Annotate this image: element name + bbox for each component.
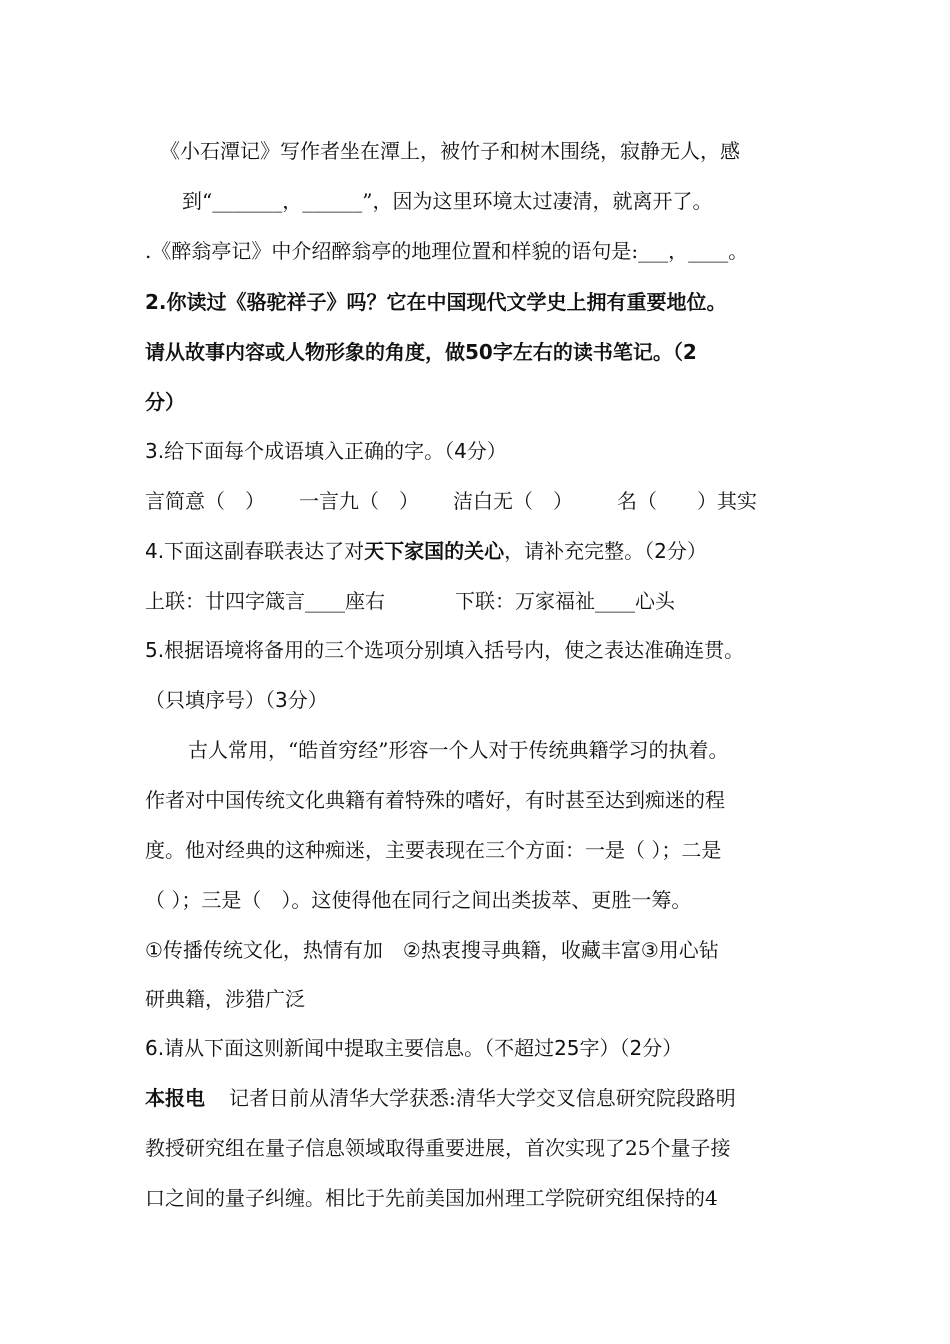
passage-line-3: 度。他对经典的这种痴迷，主要表现在三个方面：一是（ ）；二是 (145, 838, 722, 862)
news-line-2: 教授研究组在量子信息领域取得重要进展，首次实现了25个量子接 (145, 1136, 731, 1160)
idiom-row (145, 487, 825, 515)
question-6-title: 6.请从下面这则新闻中提取主要信息。（不超过25字）（2分） (145, 1036, 683, 1060)
news-line-1-text: 记者日前从清华大学获悉:清华大学交叉信息研究院段路明 (229, 1086, 736, 1110)
couplet-row (145, 587, 825, 615)
question-2-line-1: 2.你读过《骆驼祥子》吗？它在中国现代文学史上拥有重要地位。 (145, 290, 727, 314)
couplet-upper: 上联：廿四字箴言____座右 (145, 589, 385, 613)
question-4-prefix: 4.下面这副春联表达了对 (145, 539, 365, 563)
options-line-1: ①传播传统文化，热情有加 ②热衷搜寻典籍，收藏丰富③用心钻 (145, 938, 719, 962)
text-line-xiaoshitan-blank: 到“_______，______”，因为这里环境太过凄清，就离开了。 (182, 189, 713, 213)
question-4-bold: 天下家国的关心 (364, 539, 505, 563)
text-line-zuiwengting: .《醉翁亭记》中介绍醉翁亭的地理位置和样貌的语句是:___，____。 (145, 239, 749, 263)
idiom-item-1: 言简意（ ） (145, 489, 265, 513)
text-line-xiaoshitan: 《小石潭记》写作者坐在潭上，被竹子和树木围绕，寂静无人，感 (160, 139, 740, 163)
question-3-title: 3.给下面每个成语填入正确的字。（4分） (145, 439, 507, 463)
question-2-line-3: 分） (145, 390, 185, 414)
question-5-title: 5.根据语境将备用的三个选项分别填入括号内，使之表达准确连贯。 (145, 638, 745, 662)
passage-line-2: 作者对中国传统文化典籍有着特殊的嗜好，有时甚至达到痴迷的程 (145, 788, 725, 812)
question-4-suffix: ，请补充完整。（2分） (504, 539, 707, 563)
passage-line-1: 古人常用，“皓首穷经”形容一个人对于传统典籍学习的执着。 (188, 738, 729, 762)
question-5-note: （只填序号）（3分） (145, 688, 328, 712)
couplet-lower: 下联：万家福祉____心头 (455, 589, 675, 613)
options-line-2: 研典籍，涉猎广泛 (145, 987, 305, 1011)
question-4-title (145, 537, 825, 565)
news-line-1 (145, 1084, 825, 1112)
idiom-item-4: 名（ ）其实 (617, 489, 757, 513)
question-2-line-2: 请从故事内容或人物形象的角度，做50字左右的读书笔记。（2 (145, 340, 697, 364)
news-source: 本报电 (145, 1086, 205, 1110)
idiom-item-2: 一言九（ ） (299, 489, 419, 513)
passage-line-4: （ ）；三是（ ）。这使得他在同行之间出类拔萃、更胜一筹。 (145, 888, 692, 912)
idiom-item-3: 洁白无（ ） (453, 489, 573, 513)
news-line-3: 口之间的量子纠缠。相比于先前美国加州理工学院研究组保持的4 (145, 1186, 718, 1210)
